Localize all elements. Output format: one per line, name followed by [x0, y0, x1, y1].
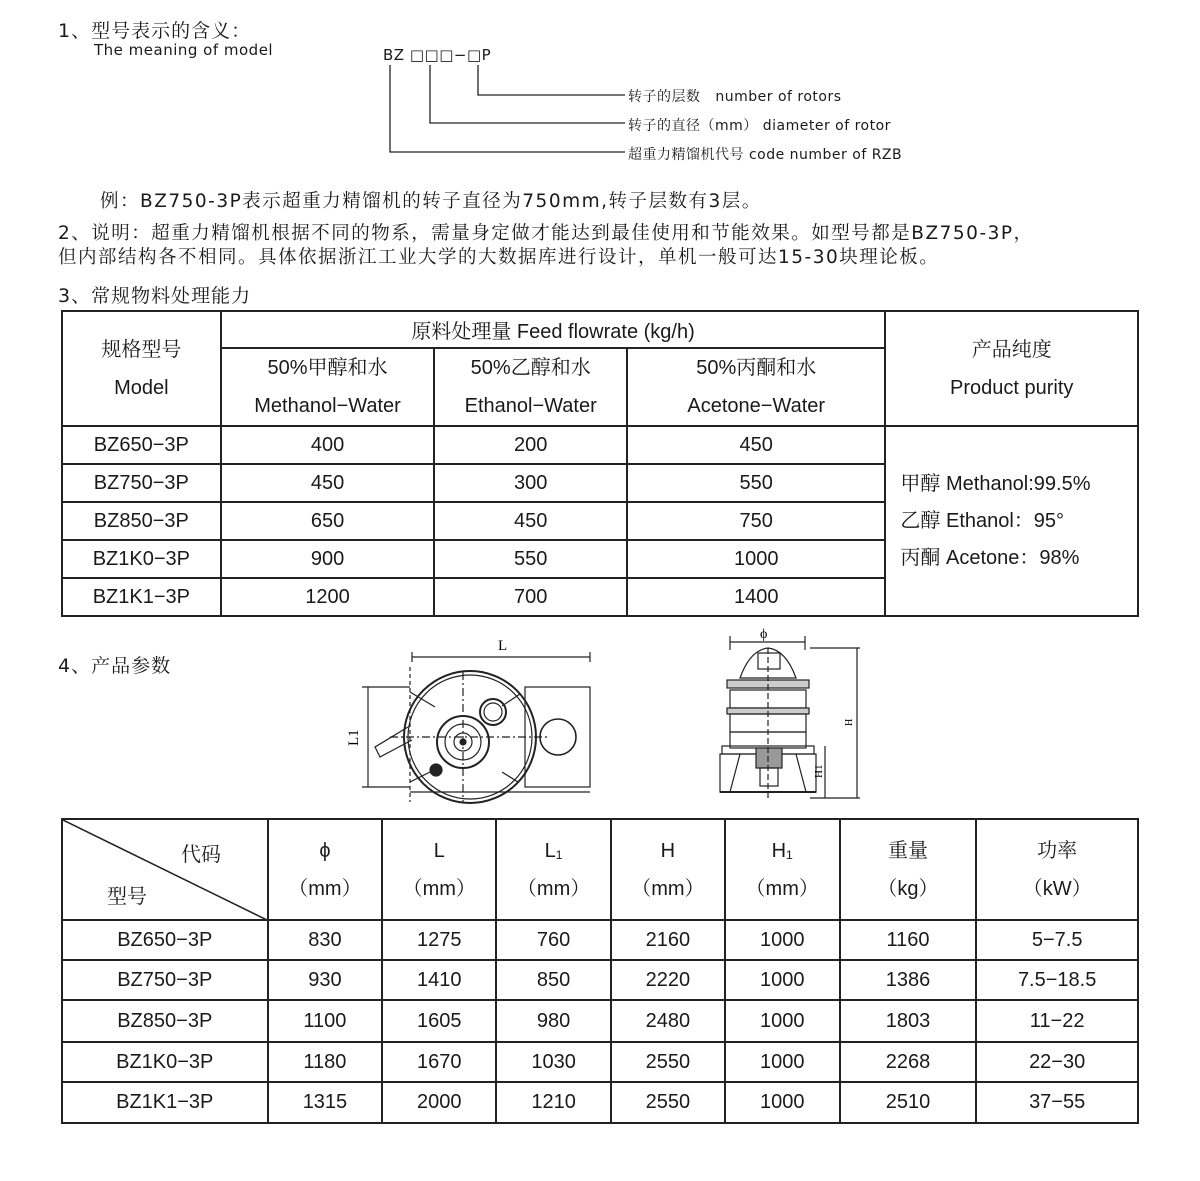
col-H1: H₁ （mm）: [725, 819, 840, 920]
label-H: H: [844, 718, 855, 726]
section4-title: 4、产品参数: [58, 655, 172, 677]
table-row: BZ1K1−3P 1315 2000 1210 2550 1000 2510 37−55: [62, 1082, 1138, 1123]
purity-values: 甲醇 Methanol:99.5% 乙醇 Ethanol：95° 丙酮 Acetone：98%: [885, 426, 1138, 616]
capacity-table: [61, 310, 1139, 617]
feed-header: 原料处理量 Feed flowrate (kg/h): [221, 311, 886, 348]
col-L: L （mm）: [382, 819, 496, 920]
label-L1: L1: [346, 729, 362, 746]
parameters-table: [61, 818, 1139, 1124]
table-row: BZ750−3P 930 1410 850 2220 1000 1386 7.5−18.5: [62, 960, 1138, 1000]
table-row: BZ1K0−3P 900 550 1000: [62, 540, 1138, 578]
code-boxes: □□□: [409, 46, 454, 64]
col-phi: ϕ （mm）: [268, 819, 383, 920]
section3-title: 3、常规物料处理能力: [58, 285, 252, 307]
model-header: 规格型号 Model: [62, 311, 221, 426]
table-row: BZ750−3P 450 300 550: [62, 464, 1138, 502]
code-prefix: BZ: [383, 46, 405, 64]
purity-header: 产品纯度 Product purity: [885, 311, 1138, 426]
table-row: BZ1K1−3P 1200 700 1400: [62, 578, 1138, 616]
callout-code: 超重力精馏机代号 code number of RZB: [628, 147, 903, 163]
label-H1: H1: [813, 764, 825, 778]
col-L1: L₁ （mm）: [496, 819, 611, 920]
col-weight: 重量 （kg）: [840, 819, 977, 920]
section1-subtitle: The meaning of model: [94, 41, 274, 59]
code-dash: −: [453, 46, 467, 64]
callout-diameter: 转子的直径（mm） diameter of rotor: [628, 118, 891, 134]
table-row: BZ650−3P 400 200 450 甲醇 Methanol:99.5% 乙醇 Ethanol：95° 丙酮 Acetone：98%: [62, 426, 1138, 464]
col-H: H （mm）: [611, 819, 725, 920]
table-row: BZ850−3P 650 450 750: [62, 502, 1138, 540]
label-L: L: [498, 638, 508, 654]
methanol-header: 50%甲醇和水 Methanol−Water: [221, 348, 435, 426]
example-text: 例：BZ750-3P表示超重力精馏机的转子直径为750mm,转子层数有3层。: [100, 191, 762, 212]
table-row: BZ850−3P 1100 1605 980 2480 1000 1803 11−22: [62, 1000, 1138, 1042]
corner-diagonal: [63, 820, 269, 921]
table-row: BZ1K0−3P 1180 1670 1030 2550 1000 2268 22−30: [62, 1042, 1138, 1082]
section2-line2: 但内部结构各不相同。具体依据浙江工业大学的大数据库进行设计，单机一般可达15-30块理论板。: [58, 247, 940, 268]
callout-rotors: 转子的层数 number of rotors: [628, 89, 842, 105]
col-power: 功率 （kW）: [976, 819, 1138, 920]
label-phi: ϕ: [760, 628, 768, 642]
code-box-p: □P: [466, 46, 492, 64]
side-view-drawing: [700, 628, 870, 803]
model-code-lines: [380, 60, 640, 160]
acetone-header: 50%丙酮和水 Acetone−Water: [627, 348, 885, 426]
corner-code: 代码: [181, 844, 221, 866]
table-row: BZ650−3P 830 1275 760 2160 1000 1160 5−7.5: [62, 920, 1138, 960]
section1-title: 1、型号表示的含义：: [58, 20, 252, 42]
corner-model: 型号: [107, 886, 147, 908]
top-view-drawing: [330, 632, 620, 812]
corner-header: [62, 819, 268, 920]
ethanol-header: 50%乙醇和水 Ethanol−Water: [434, 348, 627, 426]
section2-line1: 2、说明：超重力精馏机根据不同的物系，需量身定做才能达到最佳使用和节能效果。如型号都是BZ750-3P，: [58, 223, 1034, 244]
